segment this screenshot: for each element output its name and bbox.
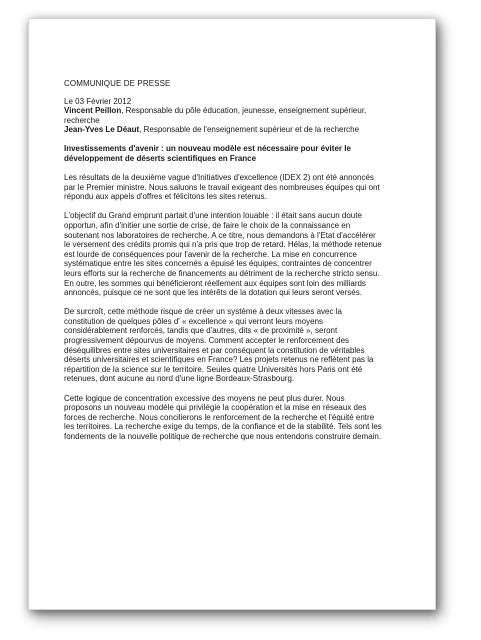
paragraph: Cette logique de concentration excessive des moyens ne peut plus durer. Nous proposons un nouveau modèle qui privilégie la coopération et la mise en réseaux des forces de recherche. Nous concilierons le renforcement de la recherche et l'équité entre les territoires. La recherche exige du temps, de la confiance et de la stabilité. Tels sont les fondements de la nouvelle politique de recherche que nous entendons construire demain. bbox=[64, 393, 382, 441]
author-line-2 bbox=[64, 125, 384, 135]
paragraph: De surcroît, cette méthode risque de créer un système à deux vitesses avec la constitution de quelques pôles d' « excellence » qui verront leurs moyens considérablement renforcés, tandis que d'autres, dits « de proximité », seront progressivement dépourvus de moyens. Comment accepter le renforcement des déséquilibres entre sites universitaires et par conséquent la constitution de véritables déserts universitaires et scientifiques en France? Les projets retenus ne reflètent pas la répartition de la science sur le territoire. Seules quatre Universités hors Paris ont été retenues, dont aucune au nord d'une ligne Bordeaux-Strasbourg. bbox=[64, 307, 374, 384]
author-1-role: , Responsable du pôle éducation, jeunesse, enseignement supérieur, recherche bbox=[64, 106, 367, 125]
document-meta bbox=[64, 97, 384, 135]
author-2-name: Jean-Yves Le Déaut bbox=[64, 125, 140, 135]
paragraph: L'objectif du Grand emprunt partait d'une intention louable : il était sans aucun doute opportun, afin d'initier une sortie de crise, de faire le choix de la connaissance en soutenant nos laboratoires de recherche. A ce titre, nous demandons à l'Etat d'accélérer le versement des crédits promis qui n'a pris que trop de retard. Hélas, la méthode retenue est lourde de conséquences pour l'avenir de la recherche. La mise en concurrence systématique entre les sites concernés a épuisé les équipes, contraintes de concentrer leurs efforts sur la recherche de financements au détriment de la recherche stricto sensu. En outre, les sommes qui bénéficieront réellement aux équipes sont loin des milliards annoncés, puisque ce ne sont que les intérêts de la dotation qui leurs seront versés. bbox=[64, 211, 382, 298]
document-content bbox=[64, 79, 384, 451]
author-line-1 bbox=[64, 106, 384, 125]
author-2-role: , Responsable de l'enseignement supérieur et de la recherche bbox=[139, 125, 360, 135]
author-1-name: Vincent Peillon bbox=[64, 106, 122, 116]
document-date: Le 03 Février 2012 bbox=[64, 96, 132, 106]
document-heading: COMMUNIQUE DE PRESSE bbox=[64, 79, 171, 88]
document-title: Investissements d'avenir : un nouveau modèle est nécessaire pour éviter le développement de déserts scientifiques en France bbox=[64, 143, 351, 163]
paragraph: Les résultats de la deuxième vague d'Initiatives d'excellence (IDEX 2) ont été annoncés par le Premier ministre. Nous saluons le travail exigeant des nombreuses équipes qui ont répondu aux appels d'offres et félicitons les sites retenus. bbox=[64, 173, 380, 202]
